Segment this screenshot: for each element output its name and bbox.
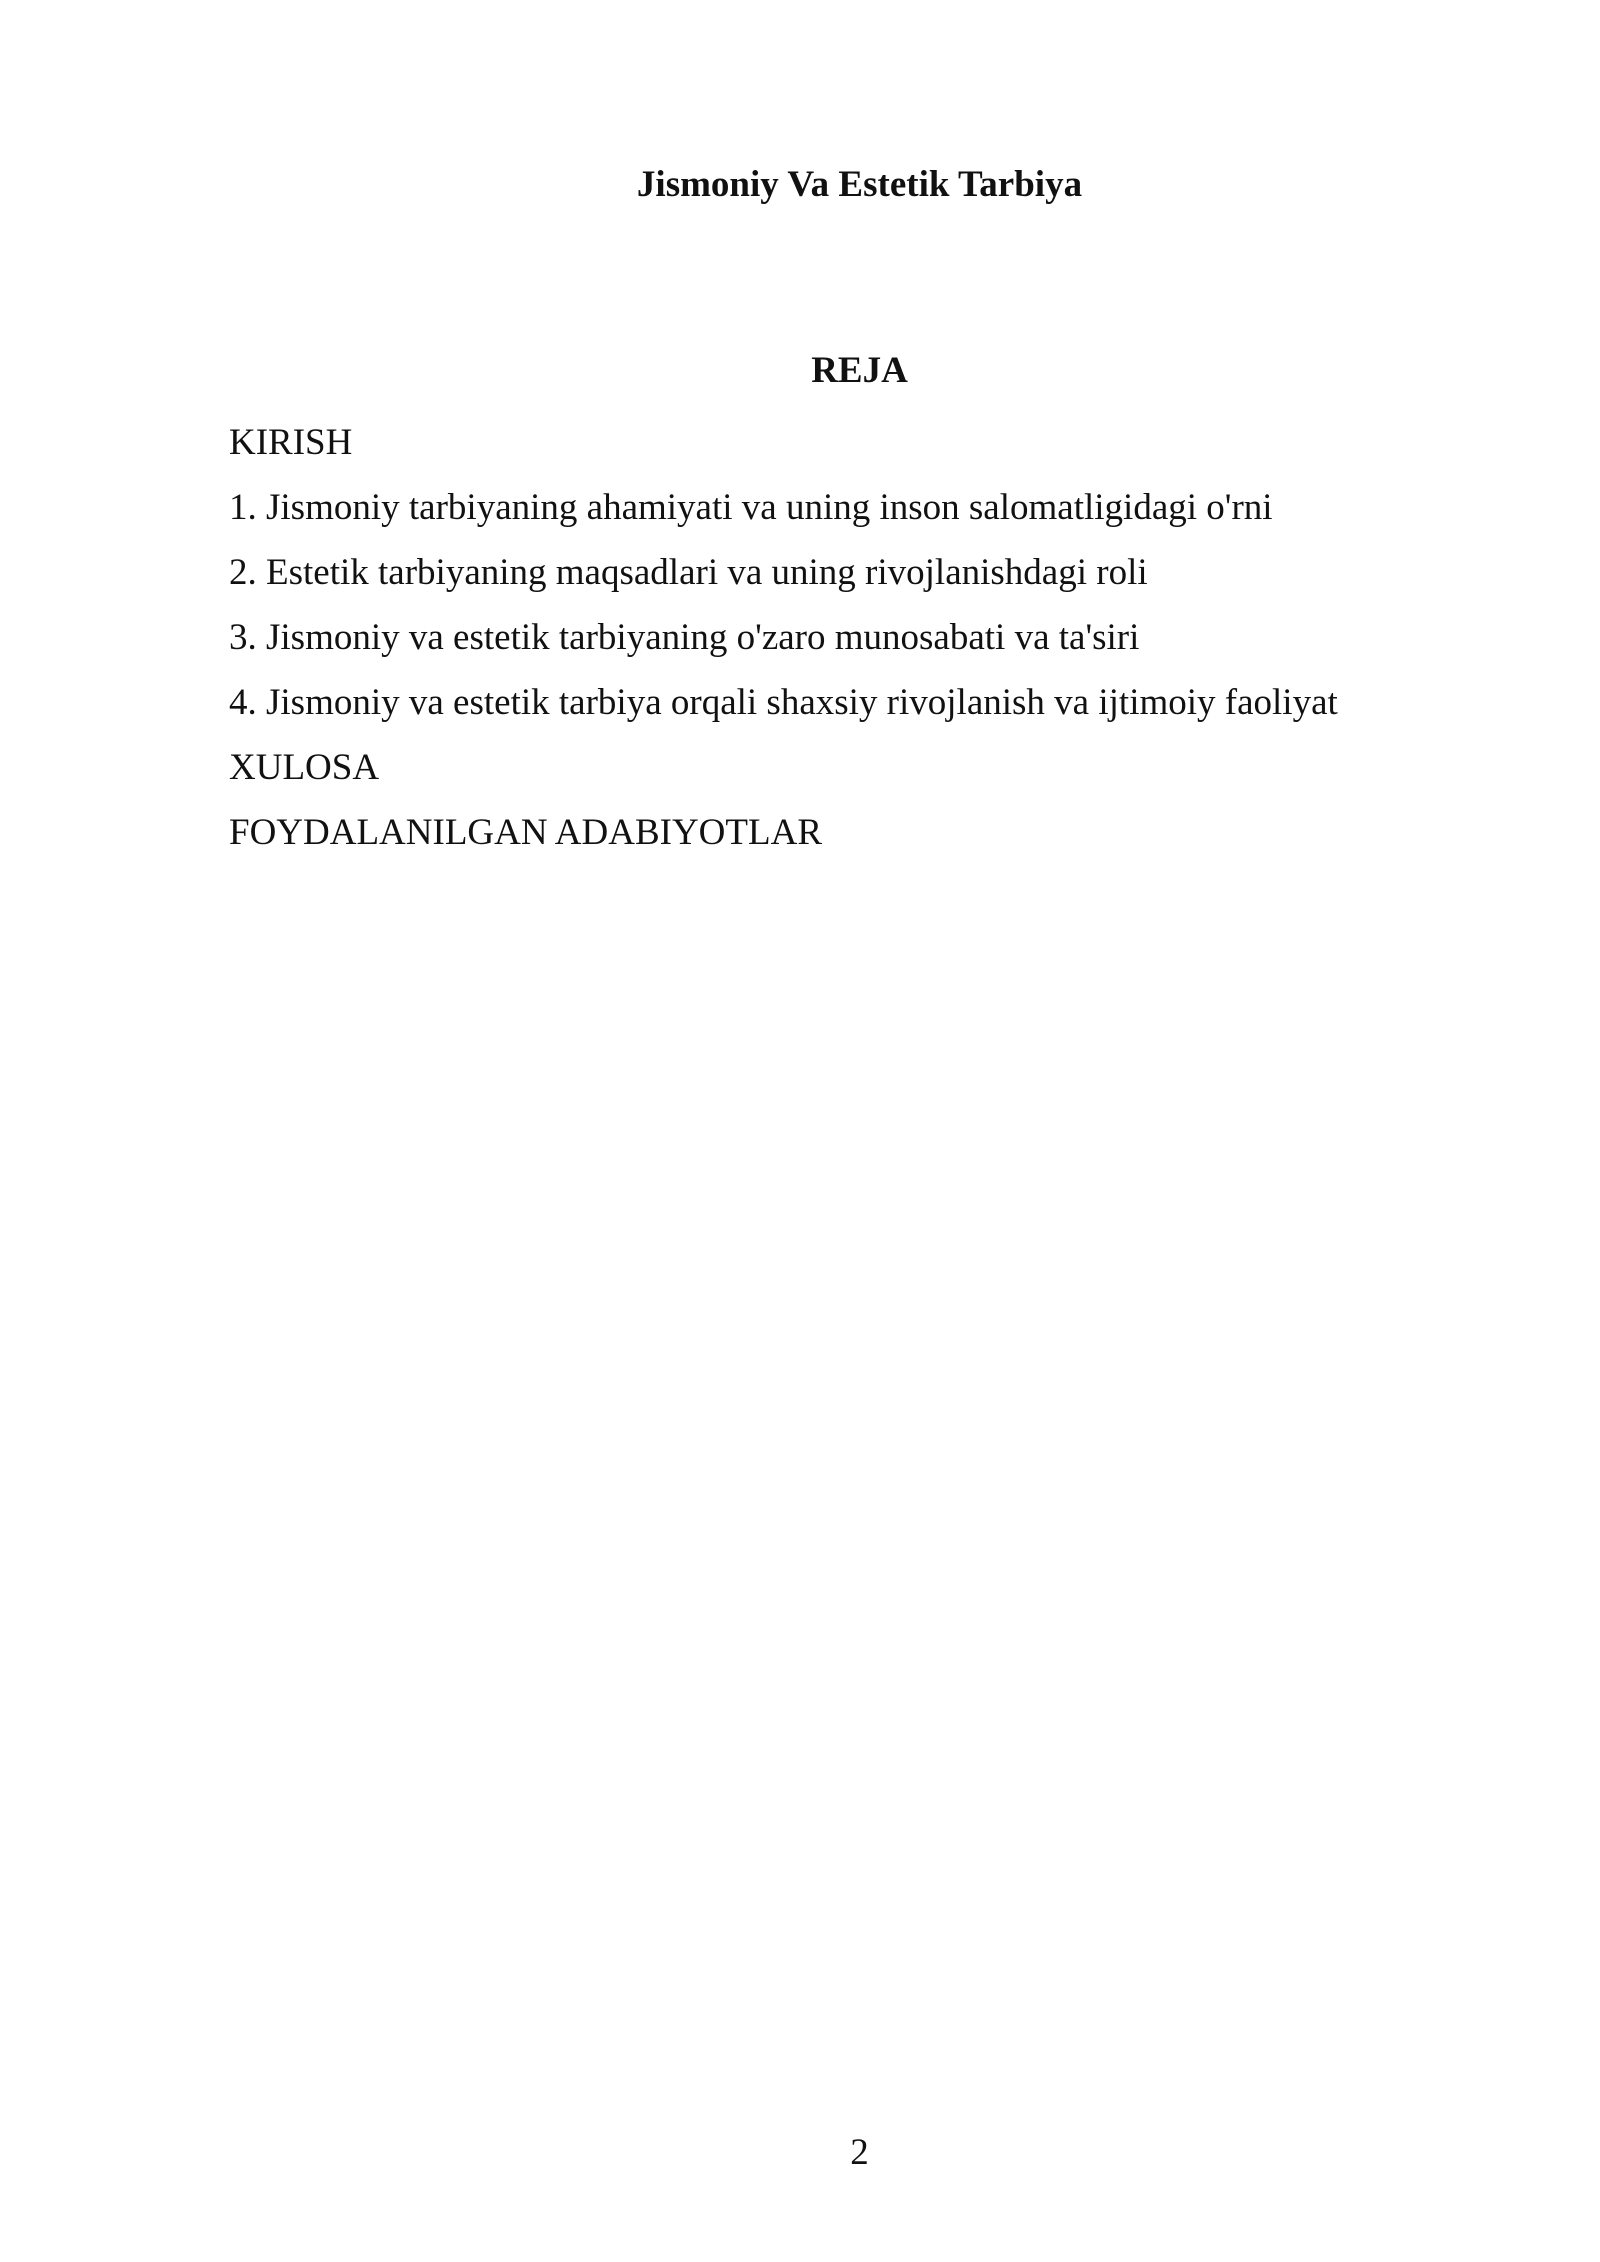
plan-item-2: 2. Estetik tarbiyaning maqsadlari va uning rivojlanishdagi roli (229, 552, 1148, 593)
plan-item-references: FOYDALANILGAN ADABIYOTLAR (229, 812, 822, 853)
plan-list (229, 418, 1429, 873)
plan-item-1: 1. Jismoniy tarbiyaning ahamiyati va uning inson salomatligidagi o'rni (229, 487, 1273, 528)
plan-item-introduction: KIRISH (229, 422, 353, 463)
plan-item-3: 3. Jismoniy va estetik tarbiyaning o'zaro munosabati va ta'siri (229, 617, 1140, 658)
plan-item-4: 4. Jismoniy va estetik tarbiya orqali shaxsiy rivojlanish va ijtimoiy faoliyat (229, 682, 1338, 723)
plan-item-conclusion: XULOSA (229, 747, 380, 788)
document-title: Jismoniy Va Estetik Tarbiya (636, 164, 1083, 205)
page-number: 2 (850, 2132, 869, 2173)
plan-heading: REJA (811, 350, 908, 391)
